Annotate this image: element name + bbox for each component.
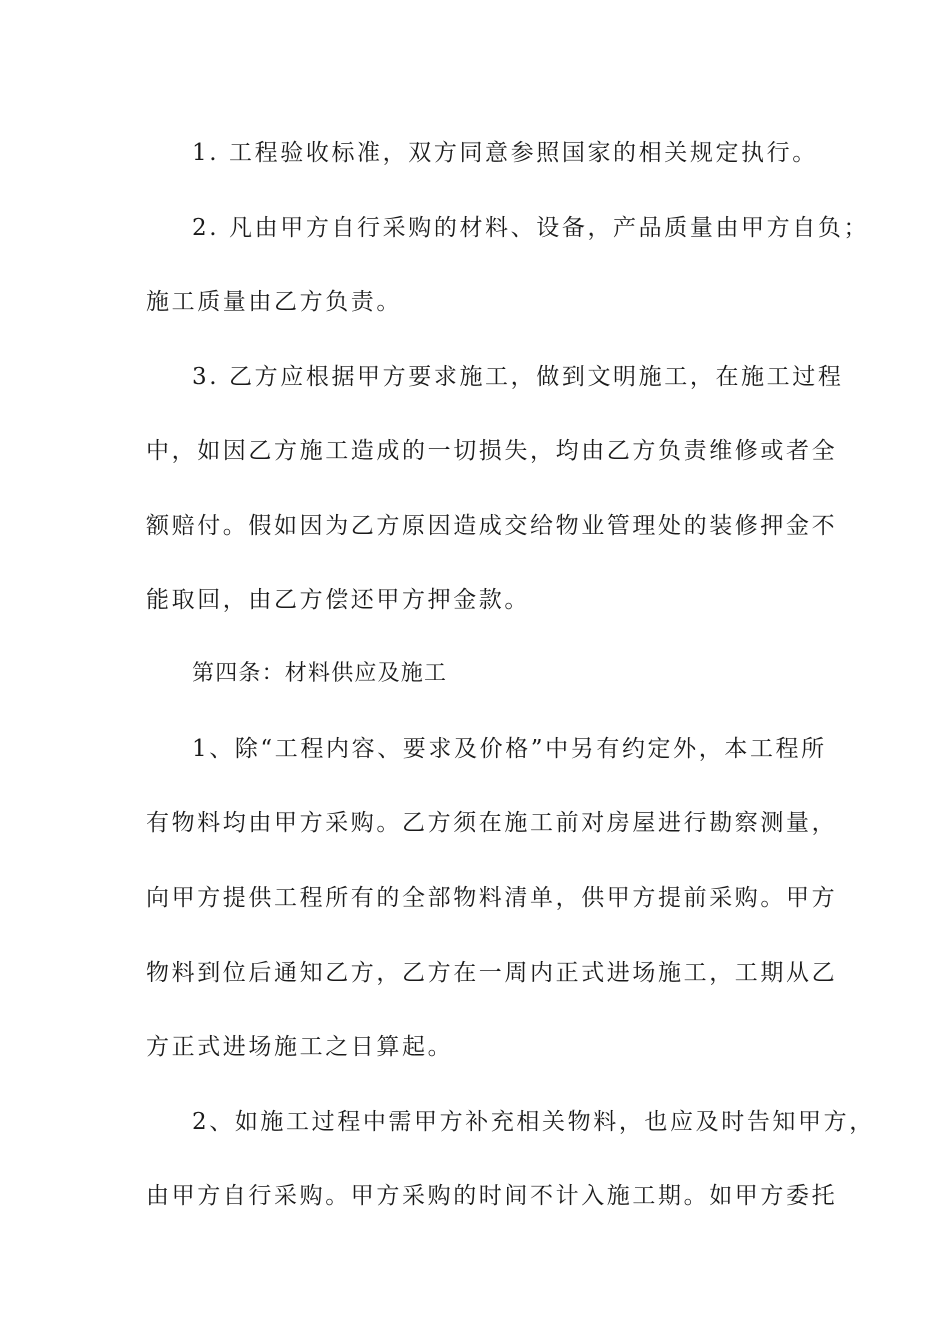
item-1-line-2: 有物料均由甲方采购。乙方须在施工前对房屋进行勘察测量， (146, 810, 838, 836)
clause-3-line-3: 额赔付。假如因为乙方原因造成交给物业管理处的装修押金不 (146, 513, 838, 539)
item-1-line-4: 物料到位后通知乙方，乙方在一周内正式进场施工，工期从乙 (146, 960, 838, 986)
item-2-line-1: 2、如施工过程中需甲方补充相关物料，也应及时告知甲方， (192, 1109, 875, 1135)
item-1-line-3: 向甲方提供工程所有的全部物料清单，供甲方提前采购。甲方 (146, 885, 838, 911)
clause-1-line-1: 1. 工程验收标准，双方同意参照国家的相关规定执行。 (192, 140, 818, 166)
item-1-line-1: 1、除“工程内容、要求及价格”中另有约定外，本工程所 (192, 736, 827, 762)
clause-2-line-1: 2. 凡由甲方自行采购的材料、设备，产品质量由甲方自负； (192, 215, 870, 241)
clause-2-line-2: 施工质量由乙方负责。 (146, 289, 402, 315)
clause-3-line-2: 中，如因乙方施工造成的一切损失，均由乙方负责维修或者全 (146, 438, 838, 464)
clause-3-line-1: 3. 乙方应根据甲方要求施工，做到文明施工，在施工过程 (192, 364, 844, 390)
clause-3-line-4: 能取回，由乙方偿还甲方押金款。 (146, 587, 530, 613)
item-1-line-5: 方正式进场施工之日算起。 (146, 1034, 454, 1060)
item-2-line-2: 由甲方自行采购。甲方采购的时间不计入施工期。如甲方委托 (146, 1183, 838, 1209)
section-heading-article-4: 第四条：材料供应及施工 (192, 661, 448, 686)
